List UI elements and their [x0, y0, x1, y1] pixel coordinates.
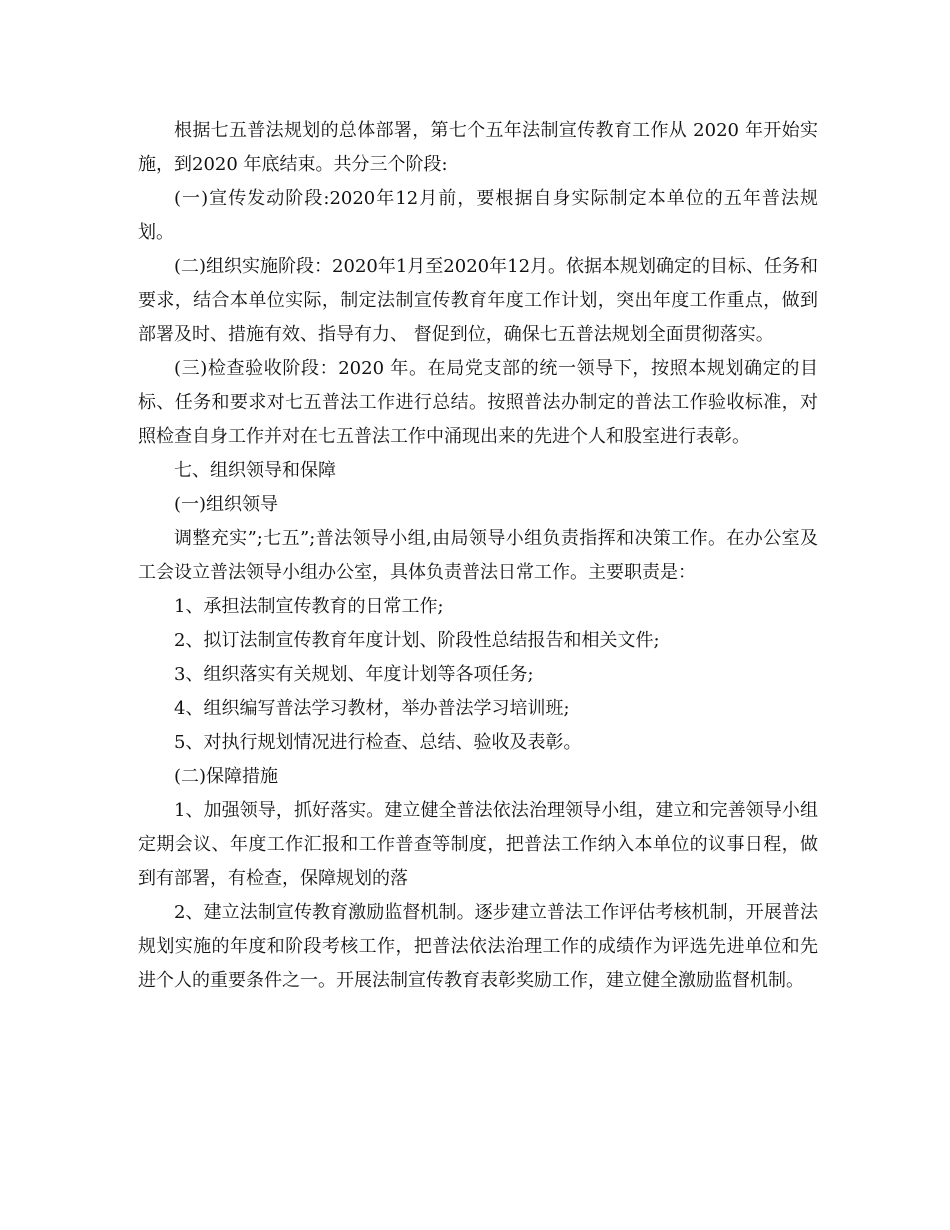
paragraph-schedule-intro: 根据七五普法规划的总体部署，第七个五年法制宣传教育工作从 2020 年开始实施，到2020 年底结束。共分三个阶段:	[138, 120, 818, 175]
subheading-safeguards: (二)保障措施	[174, 766, 279, 787]
paragraph-leadership-group: 调整充实”;七五”;普法领导小组,由局领导小组负责指挥和决策工作。在办公室及工会设立普法领导小组办公室，具体负责普法日常工作。主要职责是：	[138, 528, 818, 583]
paragraph-stage-three: (三)检查验收阶段：2020 年。在局党支部的统一领导下，按照本规划确定的目标、任务和要求对七五普法工作进行总结。按照普法办制定的普法工作验收标准，对照检查自身工作并对在七五普法工作中涌现出来的先进个人和股室进行表彰。	[138, 358, 818, 447]
list-item-duty-3: 3、组织落实有关规划、年度计划等各项任务;	[174, 664, 534, 685]
list-item-duty-2: 2、拟订法制宣传教育年度计划、阶段性总结报告和相关文件;	[174, 630, 660, 651]
list-item-duty-1: 1、承担法制宣传教育的日常工作;	[174, 596, 444, 617]
document-body	[138, 114, 818, 998]
paragraph-stage-one: (一)宣传发动阶段:2020年12月前，要根据自身实际制定本单位的五年普法规划。	[138, 188, 818, 243]
section-heading-organization: 七、组织领导和保障	[174, 460, 336, 481]
paragraph-safeguard-1: 1、加强领导，抓好落实。建立健全普法依法治理领导小组，建立和完善领导小组定期会议、年度工作汇报和工作普查等制度，把普法工作纳入本单位的议事日程，做到有部署，有检查，保障规划的落	[138, 800, 818, 889]
subheading-leadership: (一)组织领导	[174, 494, 279, 515]
paragraph-safeguard-2: 2、建立法制宣传教育激励监督机制。逐步建立普法工作评估考核机制，开展普法规划实施的年度和阶段考核工作，把普法依法治理工作的成绩作为评选先进单位和先进个人的重要条件之一。开展法制宣传教育表彰奖励工作，建立健全激励监督机制。	[138, 902, 818, 991]
paragraph-stage-two: (二)组织实施阶段：2020年1月至2020年12月。依据本规划确定的目标、任务和要求，结合本单位实际，制定法制宣传教育年度工作计划，突出年度工作重点，做到部署及时、措施有效、指导有力、 督促到位，确保七五普法规划全面贯彻落实。	[138, 256, 819, 345]
list-item-duty-5: 5、对执行规划情况进行检查、总结、验收及表彰。	[174, 732, 582, 753]
list-item-duty-4: 4、组织编写普法学习教材，举办普法学习培训班;	[174, 698, 570, 719]
